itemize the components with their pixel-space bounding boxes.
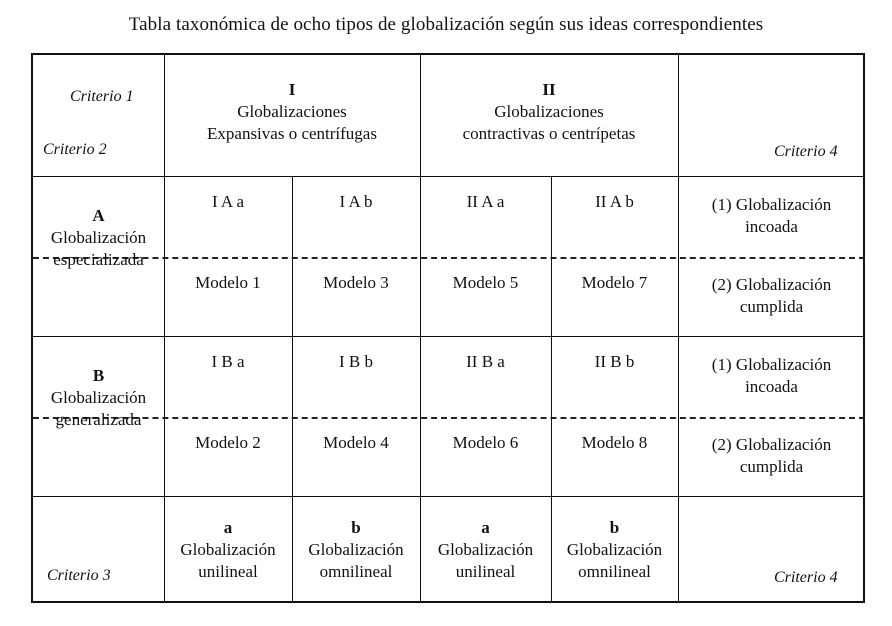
c4-incoada-a (678, 192, 865, 240)
criterio-3-cell (420, 511, 551, 589)
code-cell: I A b (339, 192, 373, 211)
row-b-line2: generalizada (55, 410, 142, 429)
criterio-3-line1: Globalización (566, 540, 663, 559)
header-i-line1: Globalizaciones (237, 102, 347, 121)
model-cell: Modelo 8 (581, 433, 648, 452)
criterio-3-letter: a (481, 518, 490, 537)
taxonomy-table (31, 53, 865, 603)
criterio-4-label-top: Criterio 4 (774, 143, 838, 160)
row-divider (33, 496, 863, 497)
row-a-line1: Globalización (50, 228, 147, 247)
criterio-3-line1: Globalización (437, 540, 534, 559)
code-cell: I B a (211, 352, 245, 371)
model-cell: Modelo 4 (323, 433, 389, 452)
header-ii-numeral: II (542, 80, 556, 99)
code-cell: I B b (339, 352, 373, 371)
c4-line: (1) Globalización (711, 195, 832, 214)
criterio-3-letter: b (609, 518, 620, 537)
c4-line: cumplida (739, 457, 804, 476)
criterio-3-cell (292, 511, 420, 589)
criterio-3-letter: a (223, 518, 233, 537)
row-b-label (33, 365, 164, 455)
row-a-letter: A (92, 206, 105, 225)
model-cell: Modelo 7 (581, 273, 648, 292)
row-a-label (33, 205, 164, 295)
criterio-3-line2: omnilineal (578, 562, 651, 581)
c4-line: (1) Globalización (711, 355, 832, 374)
row-divider (33, 336, 863, 337)
header-group-i (164, 79, 420, 169)
criterio-3-letter: b (351, 518, 361, 537)
row-b-line1: Globalización (50, 388, 147, 407)
header-group-ii (420, 79, 678, 169)
model-cell: Modelo 3 (323, 273, 389, 292)
criterio-3-label: Criterio 3 (47, 567, 111, 584)
row-b-letter: B (92, 366, 105, 385)
model-cell: Modelo 2 (195, 433, 261, 452)
criterio-2-label: Criterio 2 (43, 141, 107, 158)
c4-line: (2) Globalización (711, 275, 832, 294)
code-cell: I A a (211, 192, 245, 211)
criterio-3-cell (551, 511, 678, 589)
c4-line: incoada (745, 217, 798, 236)
criterio-3-cell (164, 511, 292, 589)
model-cell: Modelo 1 (195, 273, 261, 292)
criterio-3-line2: unilineal (455, 562, 516, 581)
c4-cumplida-b (678, 432, 865, 480)
c4-line: incoada (745, 377, 798, 396)
header-i-line2: Expansivas o centrífugas (207, 124, 377, 143)
row-divider (33, 176, 863, 177)
header-ii-line2: contractivas o centrípetas (462, 124, 636, 143)
code-cell: II A a (466, 192, 505, 211)
criterio-4-label-bottom: Criterio 4 (774, 569, 838, 586)
code-cell: II B a (466, 352, 505, 371)
code-cell: II B b (594, 352, 635, 371)
row-a-line2: especializada (53, 250, 144, 269)
criterio-3-line2: omnilineal (319, 562, 393, 581)
c4-line: (2) Globalización (711, 435, 832, 454)
criterio-3-line1: Globalización (180, 540, 276, 559)
c4-incoada-b (678, 352, 865, 400)
col-divider (678, 55, 679, 601)
table-title: Tabla taxonómica de ocho tipos de globalización según sus ideas correspondientes (128, 14, 764, 35)
header-ii-line1: Globalizaciones (494, 102, 604, 121)
header-i-numeral: I (288, 80, 296, 99)
criterio-3-line1: Globalización (308, 540, 404, 559)
criterio-3-line2: unilineal (198, 562, 258, 581)
code-cell: II A b (595, 192, 634, 211)
criterio-1-label: Criterio 1 (70, 88, 134, 105)
model-cell: Modelo 5 (452, 273, 519, 292)
c4-line: cumplida (739, 297, 804, 316)
model-cell: Modelo 6 (452, 433, 519, 452)
c4-cumplida-a (678, 272, 865, 320)
